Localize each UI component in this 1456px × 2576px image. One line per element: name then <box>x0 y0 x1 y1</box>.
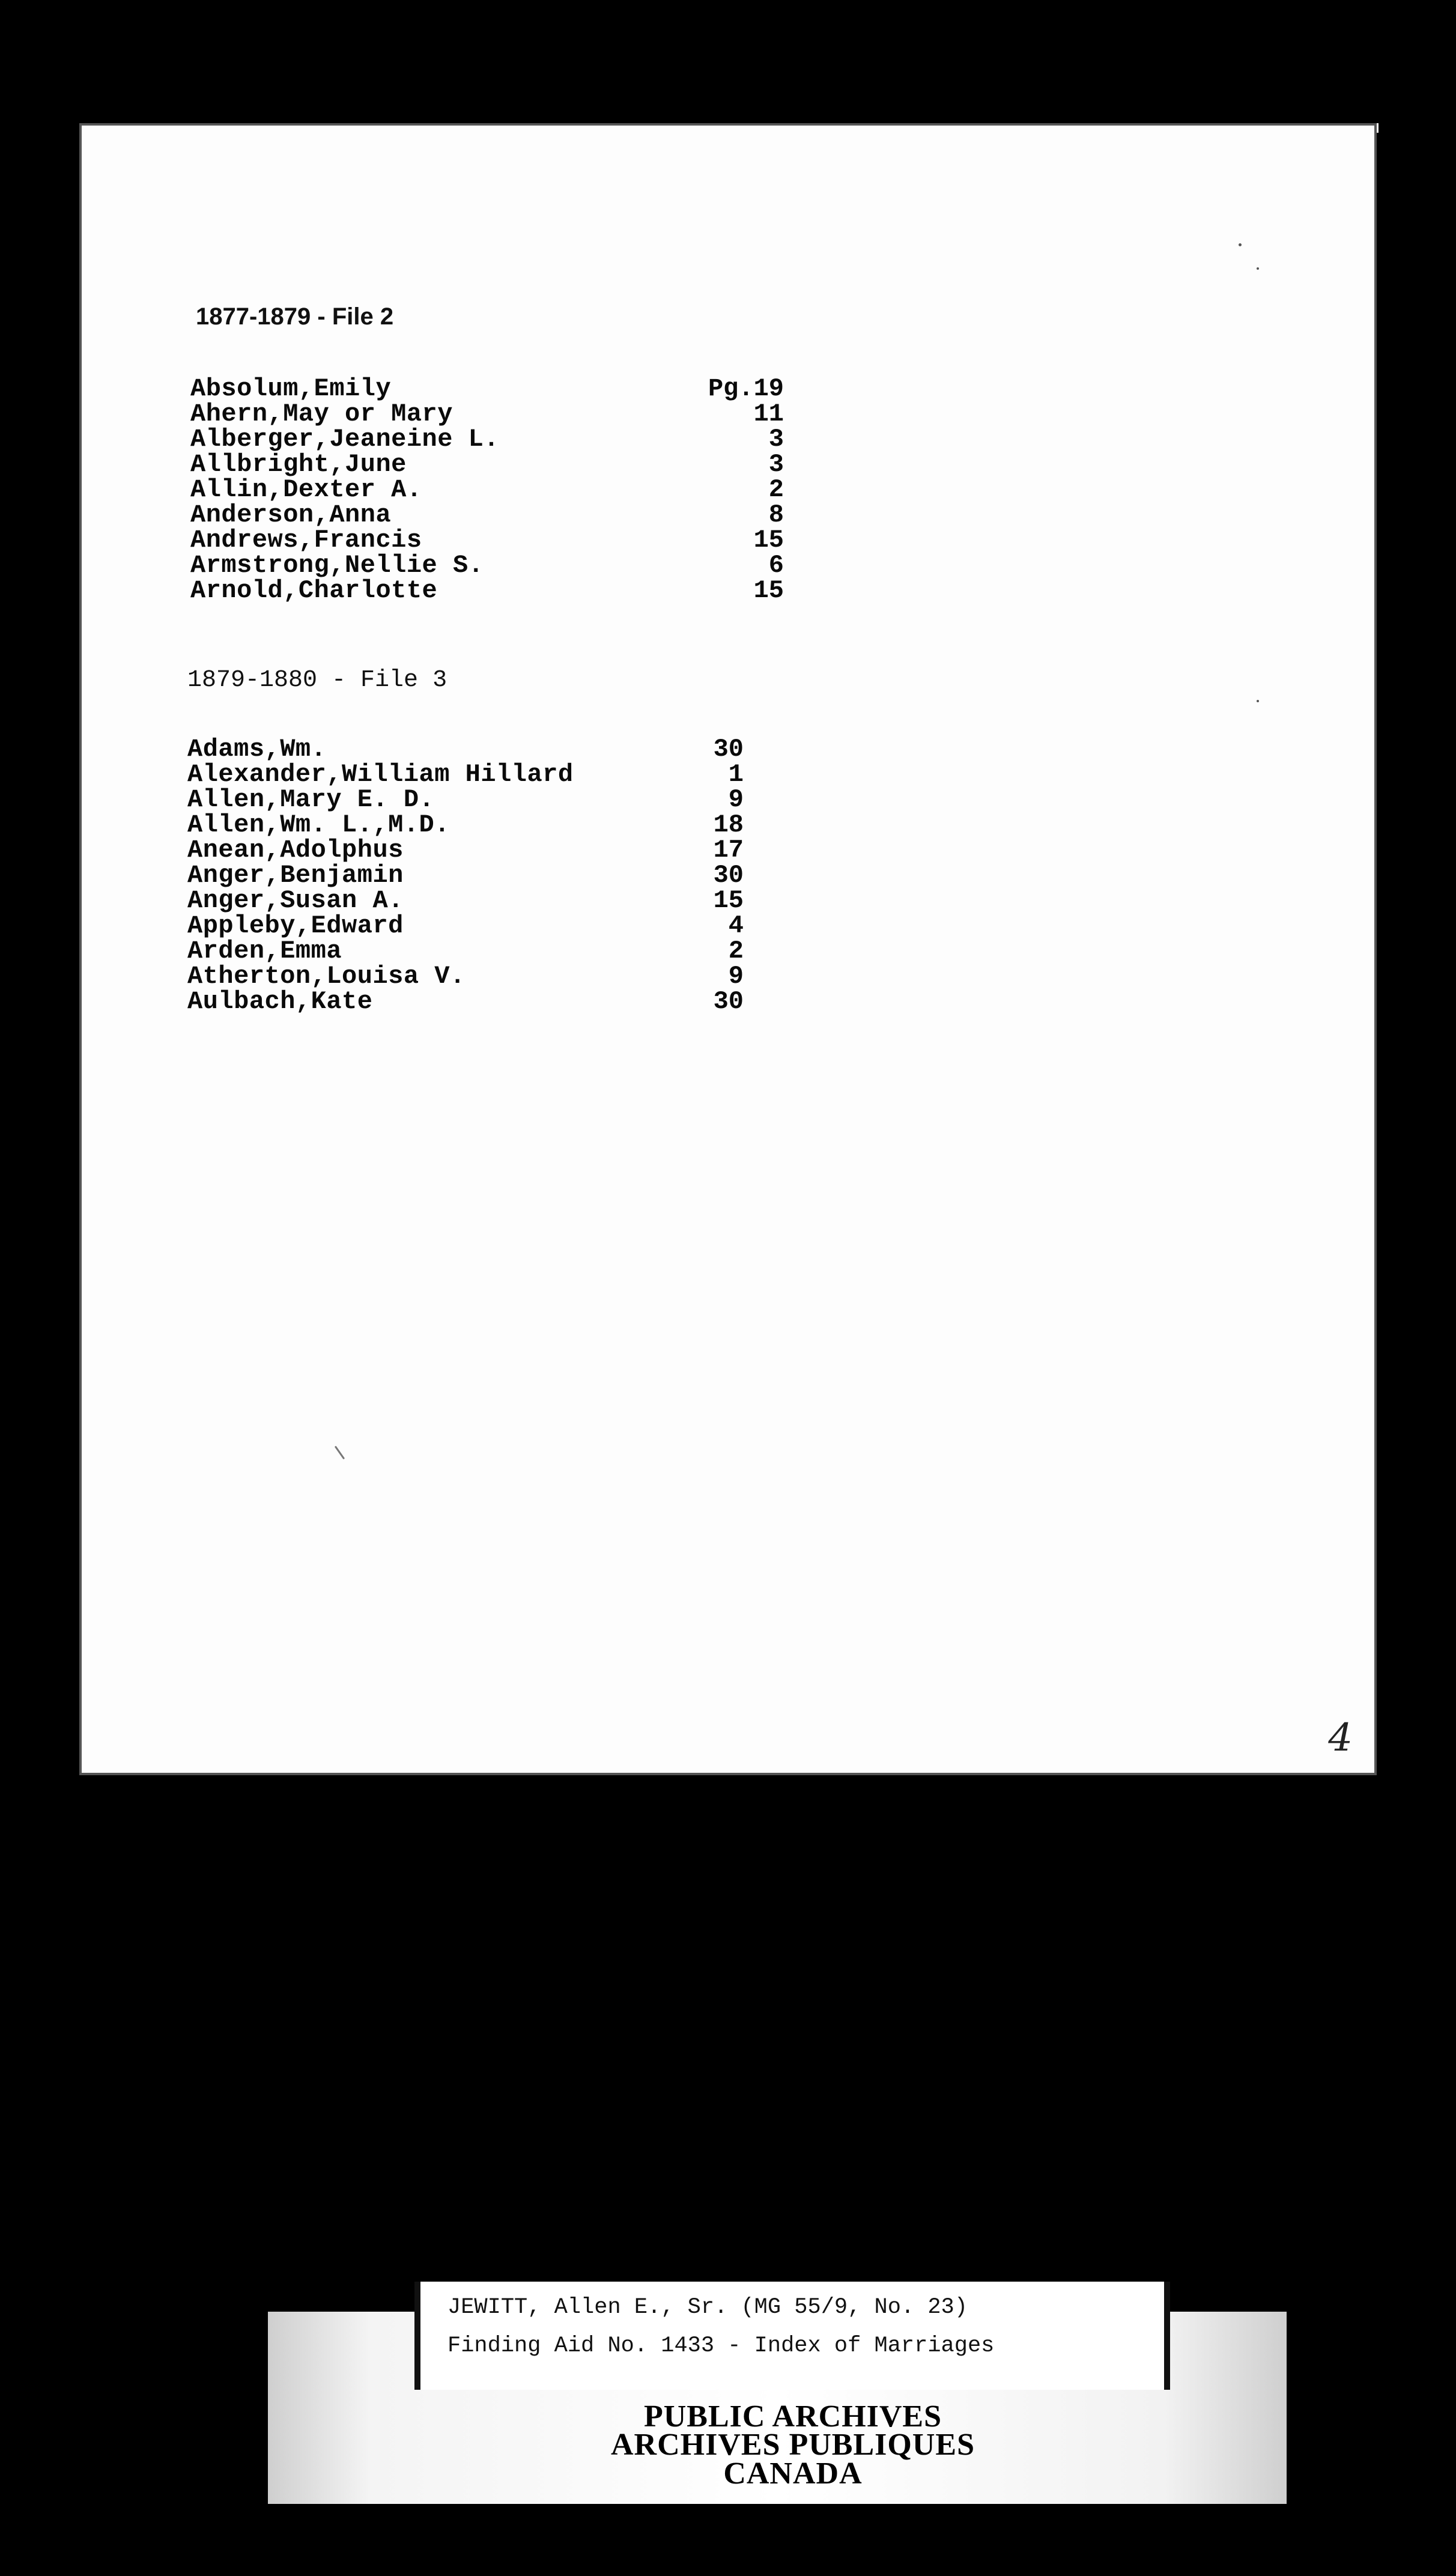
section-heading-file-2: 1877-1879 - File 2 <box>196 303 394 330</box>
entry-name: Allen,Wm. L.,M.D. <box>187 810 450 839</box>
entry-page: 4 <box>728 911 744 940</box>
entry-name: Allin,Dexter A. <box>190 475 422 504</box>
entry-page: Pg.19 <box>708 374 784 403</box>
list-item <box>190 475 791 504</box>
list-item <box>190 526 791 554</box>
entry-page: 8 <box>768 500 784 529</box>
entry-name: Anger,Susan A. <box>187 886 404 915</box>
list-item <box>187 785 788 814</box>
entry-page: 9 <box>728 962 744 991</box>
entry-page: 30 <box>713 987 744 1016</box>
paper-mark <box>335 1445 345 1459</box>
entry-name: Anger,Benjamin <box>187 861 404 890</box>
list-item <box>190 551 791 580</box>
entry-page: 2 <box>768 475 784 504</box>
entry-page: 30 <box>713 861 744 890</box>
entry-page: 9 <box>728 785 744 814</box>
list-item <box>190 576 791 605</box>
entry-page: 3 <box>768 450 784 479</box>
paper-speck <box>1257 700 1259 702</box>
entry-name: Aulbach,Kate <box>187 987 373 1016</box>
entry-page: 15 <box>753 576 784 605</box>
list-item <box>190 399 791 428</box>
paper-speck <box>1239 243 1242 246</box>
archives-stamp-line1: PUBLIC ARCHIVES <box>643 2399 942 2434</box>
archives-stamp-line3: CANADA <box>723 2456 863 2491</box>
list-item <box>187 760 788 789</box>
entry-page: 17 <box>713 836 744 864</box>
entry-name: Allbright,June <box>190 450 407 479</box>
section-heading-file-3: 1879-1880 - File 3 <box>187 667 447 694</box>
entry-name: Arnold,Charlotte <box>190 576 438 605</box>
archives-stamp-line2: ARCHIVES PUBLIQUES <box>610 2428 975 2462</box>
sheet-number: 4 <box>1328 1716 1353 1760</box>
entry-page: 18 <box>713 810 744 839</box>
entry-page: 15 <box>753 526 784 554</box>
list-item <box>187 810 788 839</box>
finding-aid-subtitle: Finding Aid No. 1433 - Index of Marriages <box>447 2333 995 2359</box>
list-item <box>187 937 788 965</box>
list-item <box>190 500 791 529</box>
entry-page: 6 <box>768 551 784 580</box>
list-item <box>187 886 788 915</box>
entry-name: Atherton,Louisa V. <box>187 962 466 991</box>
entry-name: Appleby,Edward <box>187 911 404 940</box>
entry-page: 1 <box>728 760 744 789</box>
list-item <box>187 861 788 890</box>
finding-aid-title: JEWITT, Allen E., Sr. (MG 55/9, No. 23) <box>447 2295 968 2320</box>
entry-page: 30 <box>713 735 744 764</box>
list-item <box>187 911 788 940</box>
entry-page: 2 <box>728 937 744 965</box>
list-item <box>190 450 791 479</box>
entry-name: Allen,Mary E. D. <box>187 785 435 814</box>
entry-name: Anean,Adolphus <box>187 836 404 864</box>
list-item <box>190 374 791 403</box>
list-item <box>187 987 788 1016</box>
entry-page: 11 <box>753 399 784 428</box>
entry-name: Adams,Wm. <box>187 735 327 764</box>
entry-name: Alberger,Jeaneine L. <box>190 425 500 454</box>
entry-name: Alexander,William Hillard <box>187 760 574 789</box>
entry-name: Arden,Emma <box>187 937 342 965</box>
list-item <box>187 735 788 764</box>
entry-name: Anderson,Anna <box>190 500 392 529</box>
list-item <box>187 962 788 991</box>
entry-page: 3 <box>768 425 784 454</box>
list-item <box>187 836 788 864</box>
entry-name: Andrews,Francis <box>190 526 422 554</box>
entry-name: Absolum,Emily <box>190 374 392 403</box>
entry-name: Armstrong,Nellie S. <box>190 551 484 580</box>
paper-speck <box>1257 267 1259 270</box>
entry-name: Ahern,May or Mary <box>190 399 453 428</box>
document-page <box>79 123 1377 1775</box>
finding-aid-card <box>414 2282 1170 2390</box>
entry-page: 15 <box>713 886 744 915</box>
list-item <box>190 425 791 454</box>
